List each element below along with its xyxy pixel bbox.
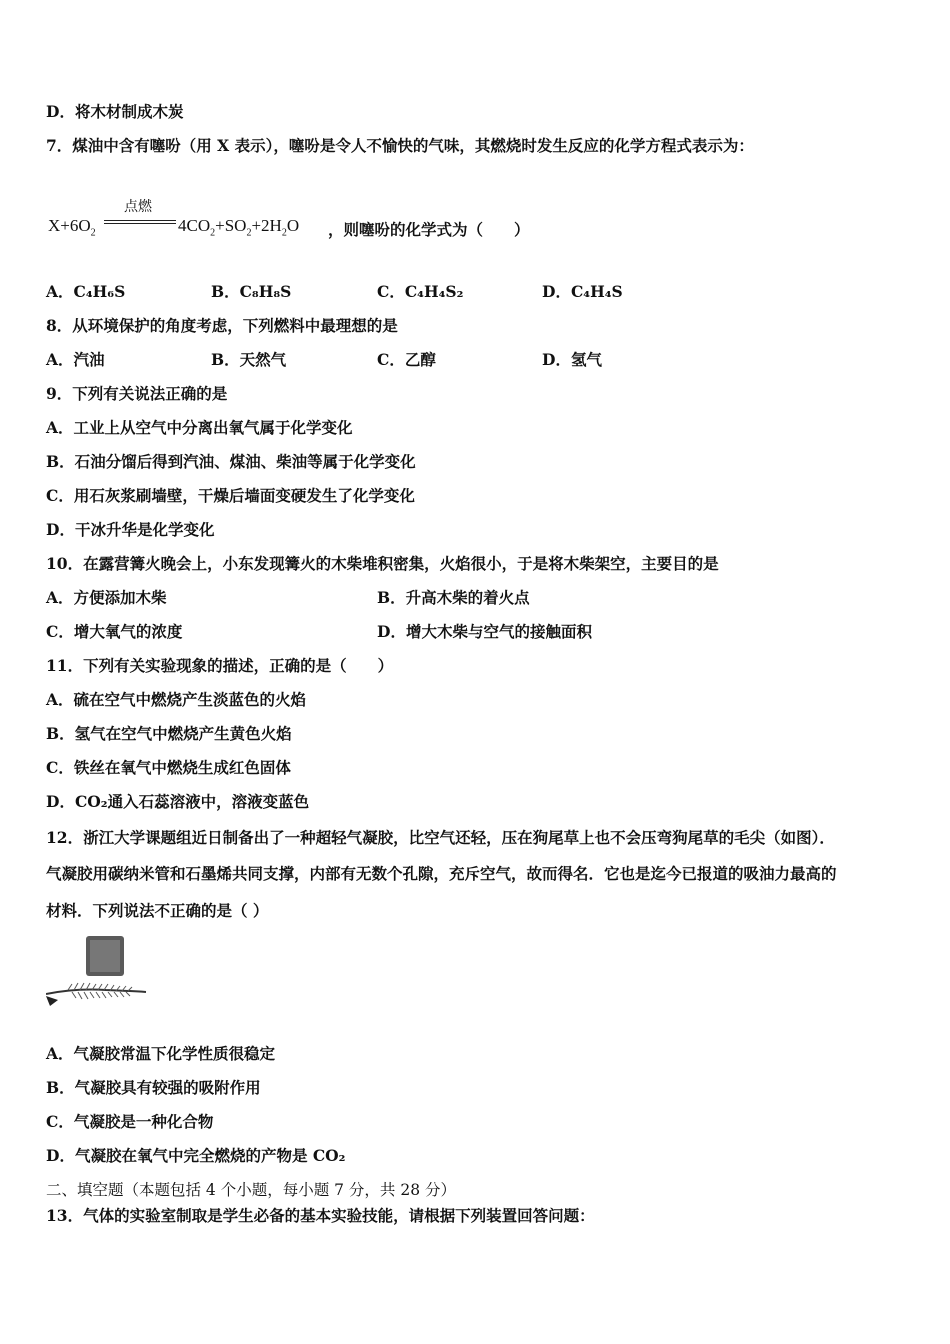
q7-option-d: D．C₄H₄S <box>542 282 623 301</box>
equation-lhs: $X+6O_2$ <box>48 216 96 239</box>
q10-stem: 10．在露营篝火晚会上，小东发现篝火的木柴堆积密集，火焰很小，于是将木柴架空，主要目的是 <box>46 554 719 573</box>
q12-option-b: B．气凝胶具有较强的吸附作用 <box>46 1078 261 1097</box>
aerogel-highlight <box>90 940 120 972</box>
q10-option-c: C．增大氧气的浓度 <box>46 622 183 641</box>
q7-option-a: A．C₄H₆S <box>46 282 126 301</box>
q6-option-d: D．将木材制成木炭 <box>46 102 184 121</box>
aerogel-on-grass-image <box>46 934 148 1014</box>
q7-option-b: B．C₈H₈S <box>211 282 292 301</box>
q9-option-c: C．用石灰浆刷墙壁，干燥后墙面变硬发生了化学变化 <box>46 486 415 505</box>
q8-option-a: A．汽油 <box>46 350 105 369</box>
q8-option-c: C．乙醇 <box>377 350 436 369</box>
q11-option-b: B．氢气在空气中燃烧产生黄色火焰 <box>46 724 292 743</box>
equation-bar-bottom <box>104 223 176 224</box>
q8-option-b: B．天然气 <box>211 350 287 369</box>
q12-stem-line1: 12．浙江大学课题组近日制备出了一种超轻气凝胶，比空气还轻，压在狗尾草上也不会压弯狗尾草的毛尖（如图）． <box>46 828 835 847</box>
equation-condition: 点燃 <box>124 199 152 215</box>
section-2-heading: 二、填空题（本题包括 4 个小题，每小题 7 分，共 28 分） <box>46 1181 457 1199</box>
q8-option-d: D．氢气 <box>542 350 602 369</box>
q11-option-c: C．铁丝在氧气中燃烧生成红色固体 <box>46 758 291 777</box>
q7-option-c: C．C₄H₄S₂ <box>377 282 464 301</box>
equation-rhs: $4CO_2+SO_2+2H_2O$ <box>178 216 300 239</box>
q12-stem-line3: 材料．下列说法不正确的是（ ） <box>46 901 269 920</box>
q11-stem: 11．下列有关实验现象的描述，正确的是（ ） <box>46 656 394 675</box>
q7-equation <box>48 199 848 246</box>
equation-bar-top <box>104 220 176 221</box>
q10-option-b: B．升高木柴的着火点 <box>377 588 530 607</box>
q12-option-d: D．气凝胶在氧气中完全燃烧的产物是 CO₂ <box>46 1146 346 1165</box>
q7-stem: 7．煤油中含有噻吩（用 X 表示），噻吩是令人不愉快的气味，其燃烧时发生反应的化学方程式表示为： <box>46 136 754 155</box>
grass-leaf <box>46 996 58 1006</box>
grass-bristles <box>68 983 132 999</box>
q10-option-d: D．增大木柴与空气的接触面积 <box>377 622 592 641</box>
q10-option-a: A．方便添加木柴 <box>46 588 167 607</box>
q13-stem: 13．气体的实验室制取是学生必备的基本实验技能，请根据下列装置回答问题： <box>46 1206 595 1225</box>
q12-option-a: A．气凝胶常温下化学性质很稳定 <box>46 1044 276 1063</box>
q12-option-c: C．气凝胶是一种化合物 <box>46 1112 214 1131</box>
grass-stem <box>46 990 146 995</box>
q11-option-a: A．硫在空气中燃烧产生淡蓝色的火焰 <box>46 690 307 709</box>
q9-option-a: A．工业上从空气中分离出氧气属于化学变化 <box>46 418 353 437</box>
q7-tail: ，则噻吩的化学式为（ ） <box>328 220 530 239</box>
q9-stem: 9．下列有关说法正确的是 <box>46 384 228 403</box>
q11-option-d: D．CO₂通入石蕊溶液中，溶液变蓝色 <box>46 792 310 811</box>
q9-option-b: B．石油分馏后得到汽油、煤油、柴油等属于化学变化 <box>46 452 416 471</box>
q8-stem: 8．从环境保护的角度考虑，下列燃料中最理想的是 <box>46 316 398 335</box>
q12-stem-line2: 气凝胶用碳纳米管和石墨烯共同支撑，内部有无数个孔隙，充斥空气，故而得名．它也是迄今已报道的吸油力最高的 <box>46 864 837 883</box>
q9-option-d: D．干冰升华是化学变化 <box>46 520 215 539</box>
